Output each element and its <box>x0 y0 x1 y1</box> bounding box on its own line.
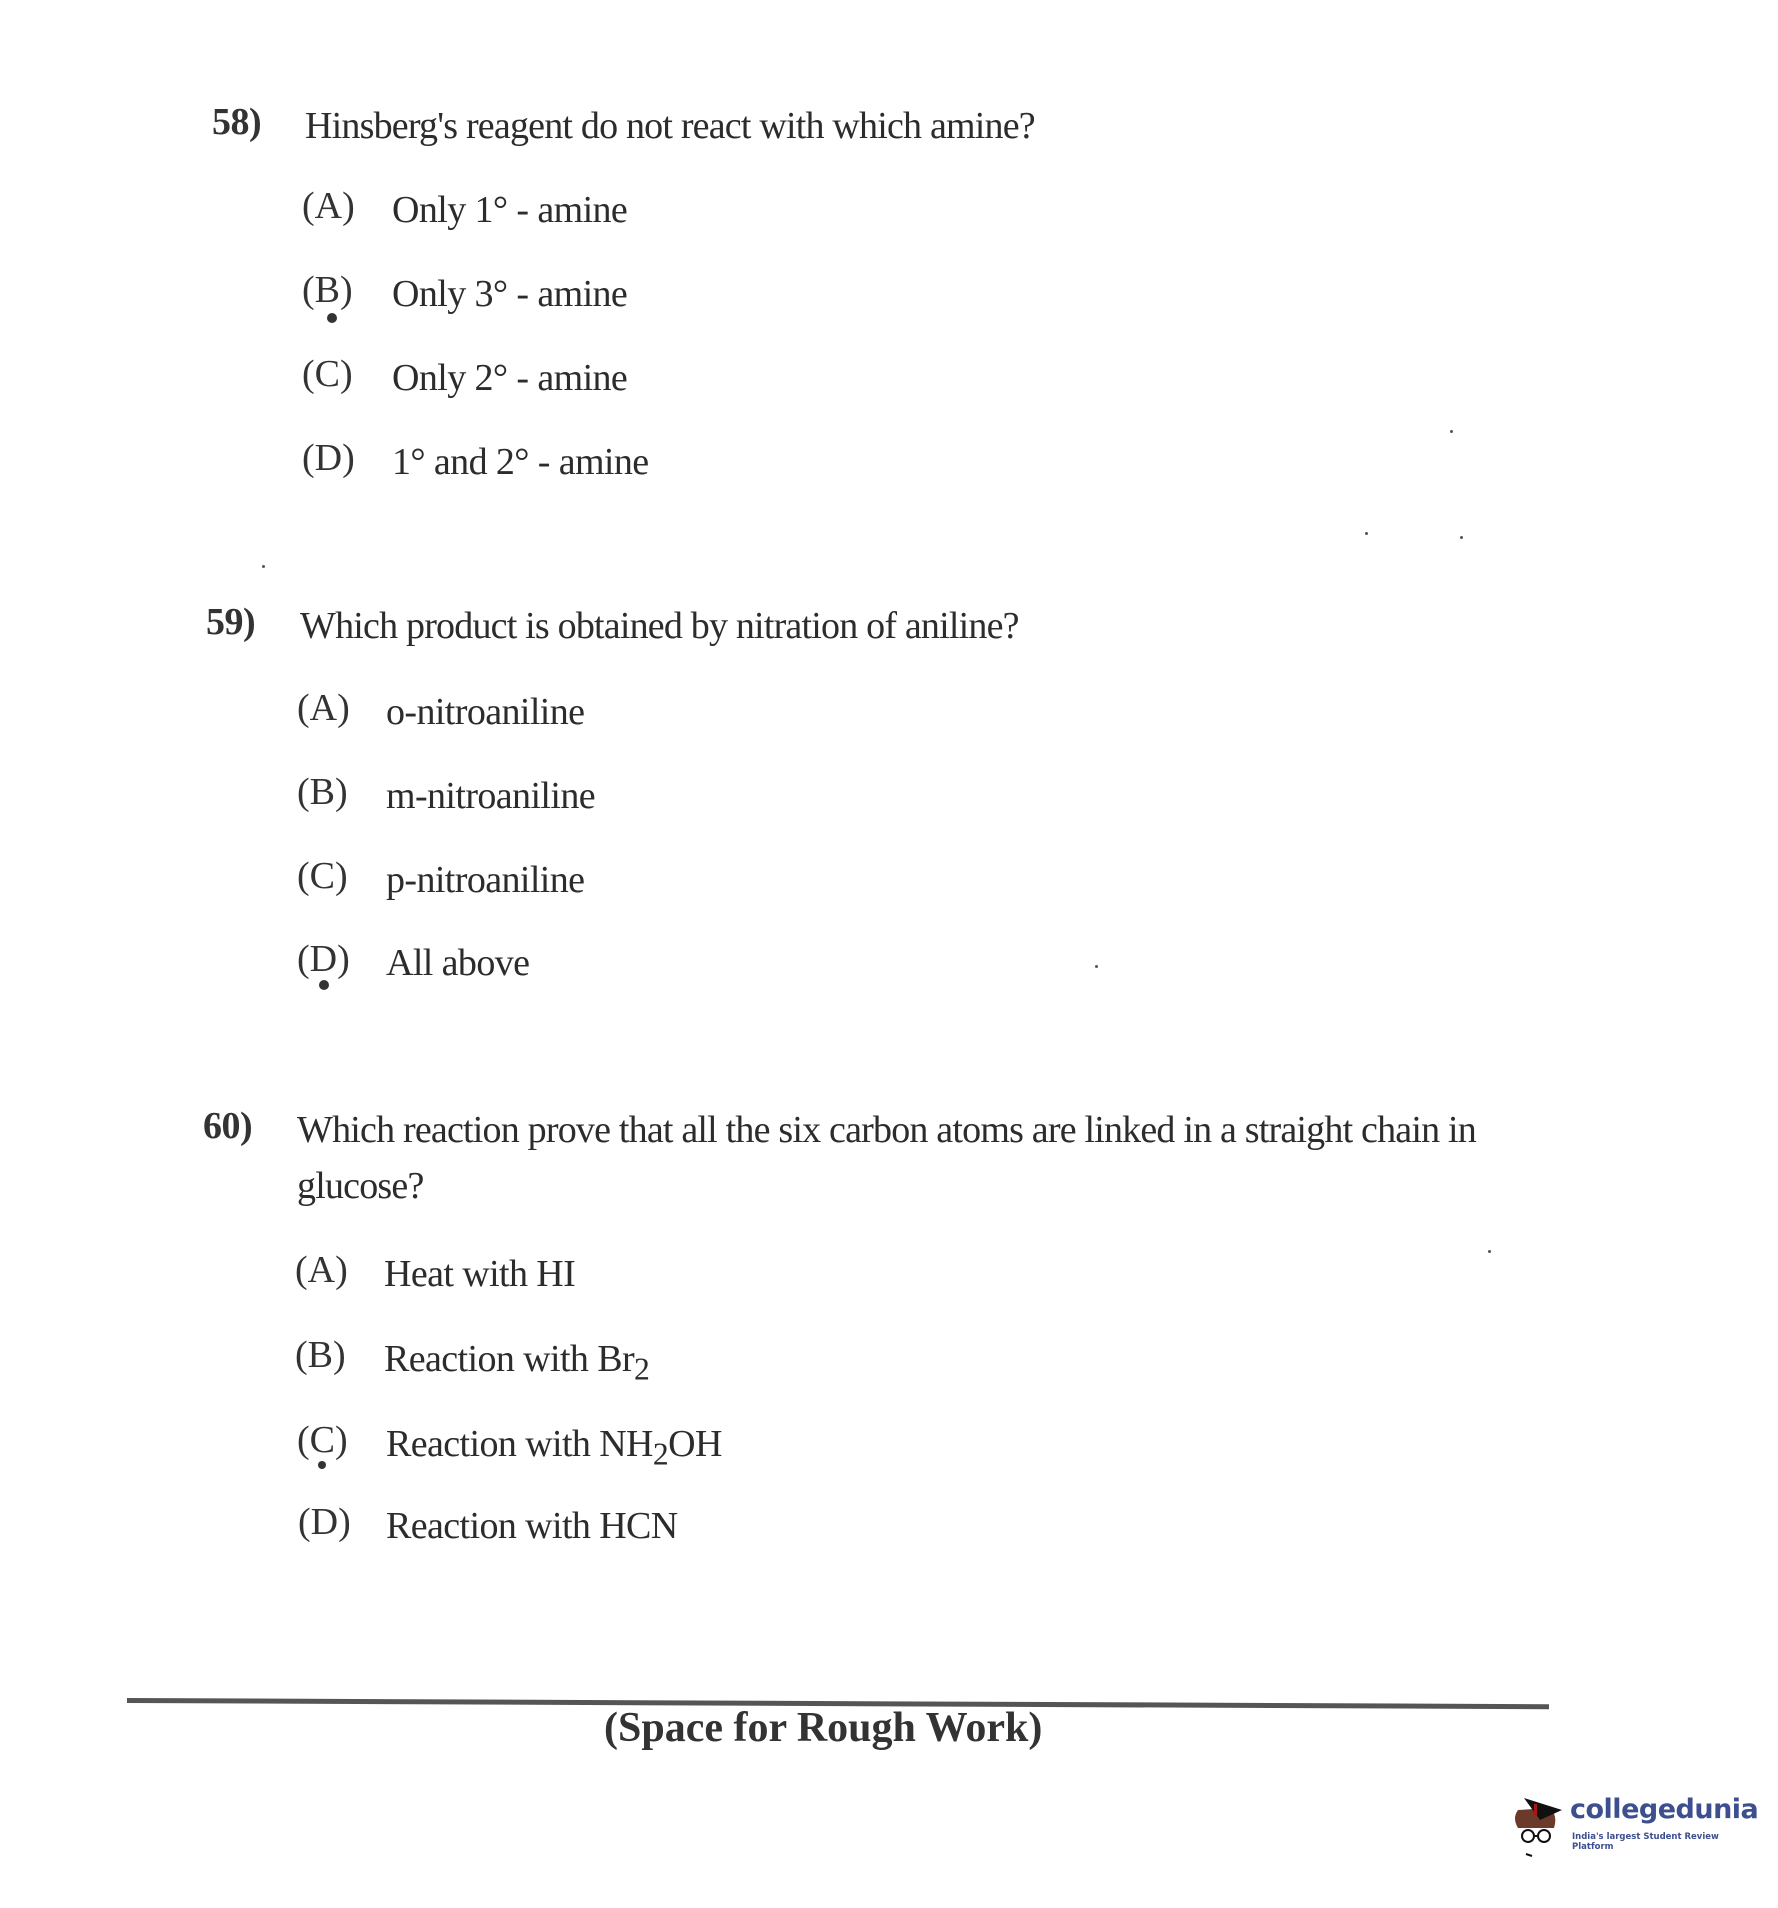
mascot-icon <box>1510 1790 1568 1860</box>
option-label: (B) <box>297 771 348 813</box>
rough-work-label: (Space for Rough Work) <box>604 1705 1043 1751</box>
question-number: 58) <box>212 101 262 143</box>
option-label: (D) <box>298 1501 351 1543</box>
scan-speck <box>262 565 265 568</box>
option-label: (A) <box>297 687 350 729</box>
option-label: (D) <box>297 938 350 980</box>
option-label: (C) <box>297 1419 348 1461</box>
question-text: Hinsberg's reagent do not react with which amine? <box>305 105 1035 147</box>
option-text: 1° and 2° - amine <box>392 441 649 483</box>
question-text: Which product is obtained by nitration of aniline? <box>300 605 1019 647</box>
option-label: (C) <box>297 855 348 897</box>
scan-speck <box>1488 1250 1491 1253</box>
subscript: 2 <box>652 1436 669 1472</box>
option-text: Heat with HI <box>384 1253 576 1295</box>
question-number: 59) <box>206 601 256 643</box>
logo-wordmark: collegedunia <box>1570 1794 1759 1825</box>
question-text-line-2: glucose? <box>297 1165 424 1207</box>
option-text: All above <box>386 942 530 984</box>
scan-speck <box>1460 536 1463 539</box>
answer-mark <box>318 1461 326 1469</box>
option-label: (D) <box>302 437 355 479</box>
answer-mark <box>319 980 329 990</box>
option-text-main: Reaction with NH <box>386 1423 653 1465</box>
option-text-main: Reaction with Br <box>384 1338 635 1380</box>
option-label: (C) <box>302 353 353 395</box>
option-text: m-nitroaniline <box>386 775 595 817</box>
question-number: 60) <box>203 1105 253 1147</box>
option-text: Only 3° - amine <box>392 273 628 315</box>
option-text: o-nitroaniline <box>386 691 585 733</box>
logo-tagline: India's largest Student Review Platform <box>1572 1832 1719 1852</box>
option-text: Only 1° - amine <box>392 189 628 231</box>
option-text-suffix: OH <box>668 1423 722 1465</box>
option-label: (A) <box>302 185 355 227</box>
option-text <box>384 1337 649 1388</box>
option-label: (A) <box>295 1249 348 1291</box>
answer-mark <box>327 313 337 323</box>
subscript: 2 <box>634 1351 650 1387</box>
scan-speck <box>1095 965 1098 968</box>
option-text <box>386 1422 722 1473</box>
option-text: Reaction with HCN <box>386 1505 678 1547</box>
question-text-line-1: Which reaction prove that all the six carbon atoms are linked in a straight chain in <box>297 1109 1476 1151</box>
option-text: Only 2° - amine <box>392 357 628 399</box>
collegedunia-logo <box>1510 1790 1760 1860</box>
option-label: (B) <box>295 1334 346 1376</box>
scan-speck <box>1450 430 1453 433</box>
scan-speck <box>1365 532 1368 535</box>
option-text: p-nitroaniline <box>386 859 585 901</box>
option-label: (B) <box>302 269 353 311</box>
